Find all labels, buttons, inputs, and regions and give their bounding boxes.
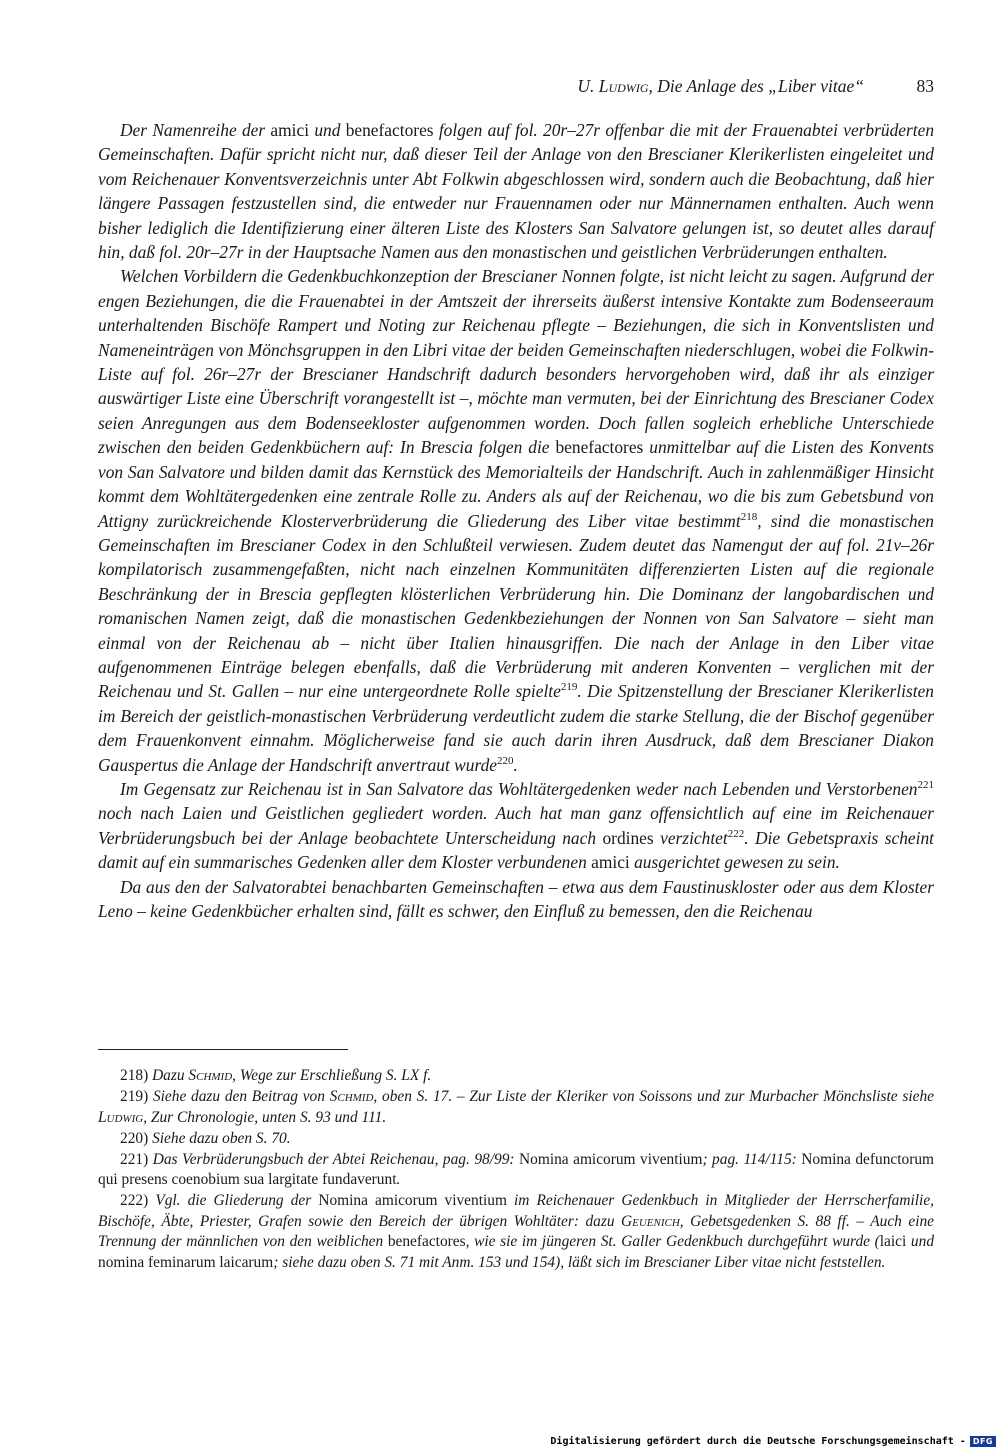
footnote-number: 219) [120,1088,149,1105]
cited-author: Schmid [329,1088,374,1105]
text-span: . [396,1171,401,1188]
text-span: Der Namenreihe der [120,120,271,140]
footnote-ref-221[interactable]: 221 [917,779,934,792]
latin-term: nomina feminarum laicarum [98,1253,274,1271]
text-span: Vgl. die Gliederung der [148,1192,319,1209]
latin-term: Nomina amicorum viventium [318,1192,507,1209]
text-span: ; pag. 114/115: [702,1150,802,1168]
footnote-222 [98,1191,934,1273]
text-span: Siehe dazu den Beitrag von [148,1088,330,1105]
footnote-ref-220[interactable]: 220 [497,754,514,767]
text-span: Dazu [148,1067,189,1084]
footnote-number: 222) [120,1192,149,1209]
paragraph-4 [98,875,934,924]
latin-term: amici [591,852,630,873]
footnote-divider [98,1049,348,1050]
text-span: verzichtet [653,827,728,848]
text-span: ; siehe dazu oben S. 71 mit Anm. 153 und 154), läßt sich im Brescianer Liber vitae nicht feststellen. [273,1253,886,1271]
text-span: noch nach Laien und Geistlichen gegliedert worden. Auch hat man ganz offensichtlich auf eine im Reichenauer Verbrüderungsbuch bei der Anlage beobachtete Unterscheidung nach [98,803,934,848]
author-name: Ludwig [598,76,649,96]
paragraph-3 [98,777,934,875]
page-number: 83 [916,76,934,96]
cited-author: Schmid [188,1067,233,1084]
footnote-220 [98,1129,934,1150]
footnote-number: 221) [120,1150,149,1168]
main-text [98,118,934,923]
text-span: , oben S. 17. – Zur Liste der Kleriker von Soissons und zur Murbacher Mönchsliste siehe [373,1088,934,1105]
footnote-number: 220) [120,1129,149,1147]
latin-term: benefactores [387,1233,466,1250]
latin-term: benefactores [345,120,434,140]
text-span: , Wege zur Erschließung S. LX f. [232,1067,432,1084]
footnote-221 [98,1150,934,1191]
latin-term: benefactores [555,437,644,458]
text-span: Welchen Vorbildern die Gedenkbuchkonzeption der Brescianer Nonnen folgte, ist nicht leicht zu sagen. Aufgrund der engen Beziehungen, die die Frauenabtei in der Amtszeit der ihrerseits äußerst intensive Kontakte zum Bodenseeraum unterhaltenden Bischöfe Rampert und Noting zur Reichenau pflegte – Beziehungen, die sich in Konventslisten und Nameneinträgen von Mönchsgruppen in den Libri vitae der beiden Gemeinschaften niederschlugen, wobei die Folkwin-Liste auf fol. 26r–27r der Brescianer Handschrift dadurch besonders hervorgehoben wird, daß ihr als einziger auswärtiger Liste eine Überschrift vorangestellt ist –, möchte man vermuten, bei der Einrichtung des Brescianer Codex seien Anregungen aus dem Bodenseekloster aufgenommen worden. Doch fallen sogleich erhebliche Unterschiede zwischen den beiden Gedenkbüchern auf: In Brescia folgen die [98,266,934,458]
latin-term: laici [879,1233,907,1250]
running-title [577,76,864,97]
footnote-number: 218) [120,1067,149,1084]
latin-term: Nomina amicorum viventium [519,1150,703,1168]
text-span: . [513,754,518,775]
dfg-logo-icon: DFG [970,1436,996,1447]
latin-term: ordines [602,827,654,848]
footnote-ref-219[interactable]: 219 [560,681,578,694]
cited-author: Geuenich [621,1212,680,1230]
paragraph-1 [98,118,934,264]
footnote-ref-222[interactable]: 222 [727,827,745,840]
author-initial: U. [577,76,595,96]
footnote-219 [98,1087,934,1128]
text-span: folgen auf fol. 20r–27r offenbar die mit der Frauenabtei verbrüderten Gemeinschaften. Dafür spricht nicht nur, daß dieser Teil der Anlage von den Brescianer Klerikerlisten eingeleitet und vom Reichenauer Konventsverzeichnis unter Abt Folkwin abgeschlossen wird, sondern auch die Beobachtung, daß hier längere Passagen festzustellen sind, die entweder nur Frauennamen oder nur Männernamen enthalten. Auch wenn bisher lediglich die Identifizierung einer älteren Liste des Klosters San Salvatore gelungen ist, so deutet alles darauf hin, daß fol. 20r–27r in der Hauptsache Namen aus den monastischen und geistlichen Verbrüderungen enthalten. [98,120,935,263]
footer-text: Digitalisierung gefördert durch die Deutsche Forschungsgemeinschaft - [550,1436,966,1447]
cited-author: Ludwig [98,1108,144,1126]
digitization-footer [550,1436,996,1447]
paragraph-2 [98,264,934,777]
footnote-218 [98,1066,934,1087]
text-span: unmittelbar auf die Listen des Konvents von San Salvatore und bilden damit das Kernstück des Memorialteils der Handschrift. Auch in zahlenmäßiger Hinsicht kommt dem Wohltätergedenken eine zentrale Rolle zu. Anders als auf der Reichenau, wo die bis zum Gebetsbund von Attigny zurückreichende Klosterverbrüderung die Gliederung des Liber vitae bestimmt [98,437,934,531]
text-span: Das Verbrüderungsbuch der Abtei Reichenau, pag. 98/99: [148,1150,520,1168]
text-span: , Gebetsgedenken S. 88 ff. – Auch eine Trennung der männlichen von den weiblichen [98,1212,934,1250]
text-span: und [309,120,346,140]
text-span: , Zur Chronologie, unten S. 93 und 111. [143,1108,387,1126]
text-span: . Die Spitzenstellung der Brescianer Klerikerlisten im Bereich der geistlich-monastischen Verbrüderung verdeutlicht zudem die starke Stellung, die der Bischof gegenüber dem Frauenkonvent einnahm. Möglicherweise fand sie auch darin ihren Ausdruck, daß dem Brescianer Diakon Gauspertus die Anlage der Handschrift anvertraut wurde [98,681,934,775]
text-span: , sind die monastischen Gemeinschaften im Brescianer Codex in den Schlußteil verwiesen. Zudem deutet das Namengut der auf fol. 21v–26r kompilatorisch zusammengefaßten, nicht nach einzelnen Kommunitäten differenzierten Listen auf die regionale Beschränkung der in Brescia gepflegten klösterlichen Verbrüderung hin. Die Dominanz der langobardischen und romanischen Namen zeigt, daß die monastischen Gedenkbeziehungen der Nonnen von San Salvatore – sieht man einmal von der Reichenau ab – nicht über Italien hinausgriffen. Die nach der Anlage in den Liber vitae aufgenommenen Einträge belegen ebenfalls, daß die Verbrüderung mit anderen Konventen – verglichen mit der Reichenau und St. Gallen – nur eine untergeordnete Rolle spielte [98,510,934,702]
article-title: , Die Anlage des „Liber vitae“ [648,76,864,96]
text-span: Da aus den der Salvatorabtei benachbarten Gemeinschaften – etwa aus dem Faustinuskloster oder aus dem Kloster Leno – keine Gedenkbücher erhalten sind, fällt es schwer, den Einfluß zu bemessen, den die Reichenau [98,876,934,921]
latin-term: Nomina defunctorum qui presens coenobium sua largitate fundaverunt [98,1150,934,1188]
text-span: Im Gegensatz zur Reichenau ist in San Salvatore das Wohltätergedenken weder nach Lebenden und Verstorbenen [120,778,918,799]
footnote-ref-218[interactable]: 218 [740,510,758,523]
footnotes [98,1066,934,1274]
text-span: und [906,1233,935,1250]
text-span: . Die Gebetspraxis scheint damit auf ein summarisches Gedenken aller dem Kloster verbundenen [98,827,934,873]
text-span: ausgerichtet gewesen zu sein. [629,852,840,873]
text-span: Siehe dazu oben S. 70. [148,1129,291,1147]
page-header [98,76,934,102]
latin-term: amici [270,120,310,140]
text-span: , wie sie im jüngeren St. Galler Gedenkbuch durchgeführt wurde ( [465,1233,880,1250]
text-span: im Reichenauer Gedenkbuch in Mitglieder der Herrscherfamilie, Bischöfe, Äbte, Priester, Grafen sowie den Bereich der übrigen Wohltäter: dazu [98,1192,934,1230]
